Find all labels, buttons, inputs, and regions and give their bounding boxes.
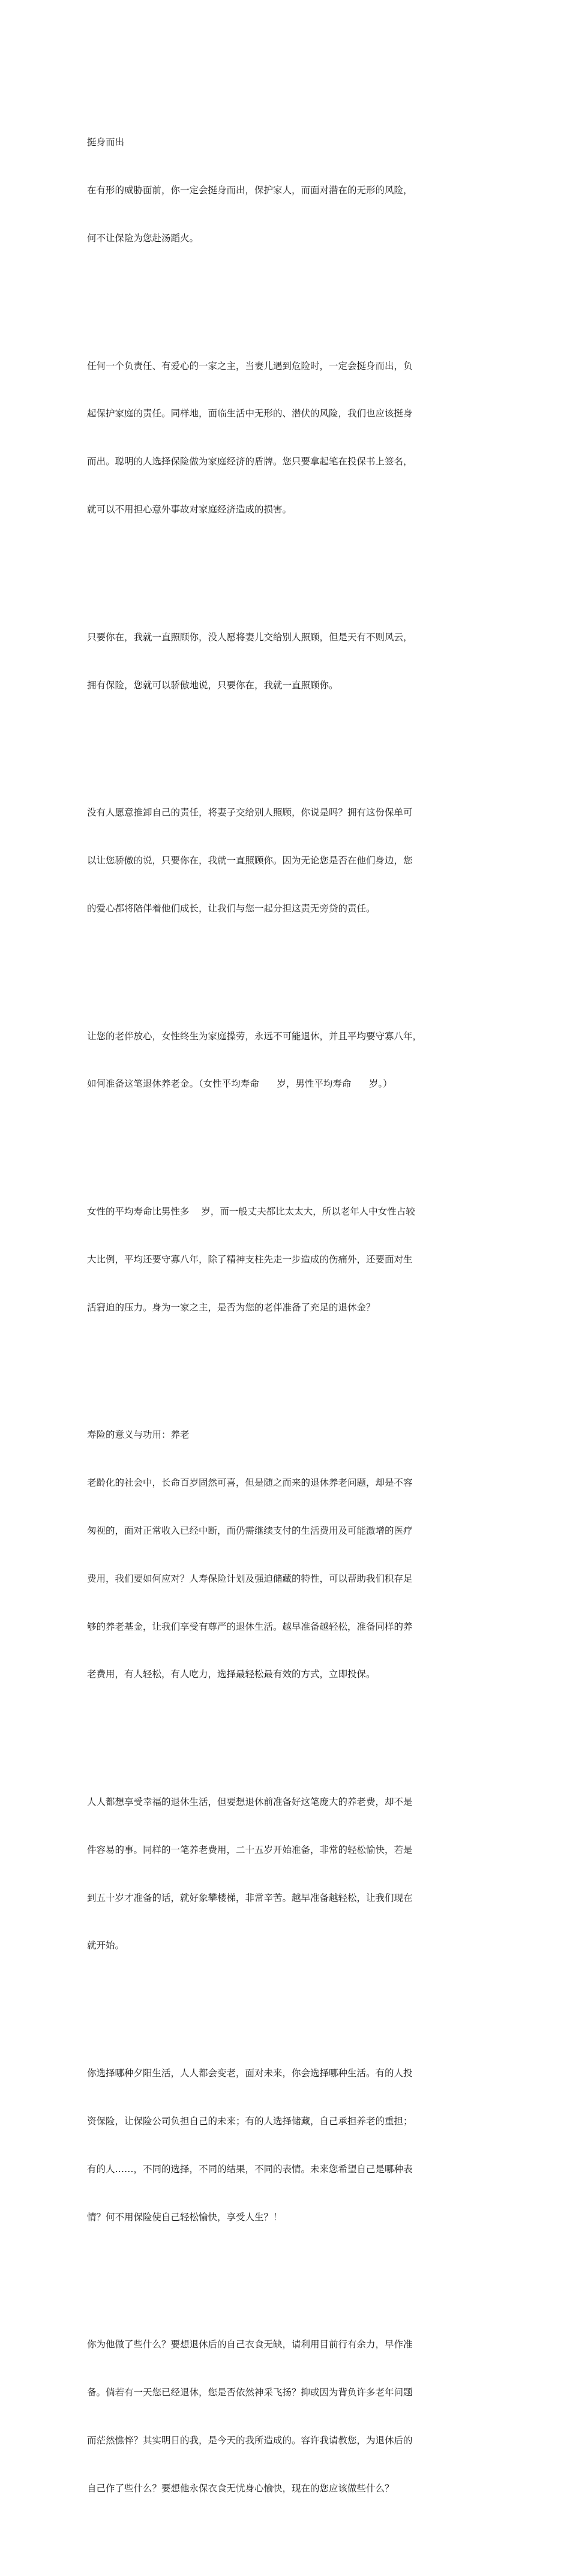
document-body	[87, 71, 486, 2576]
text-line: 件容易的事。同样的一笔养老费用，二十五岁开始准备，非常的轻松愉快，若是	[87, 1844, 413, 1855]
paragraph-10	[87, 2305, 486, 2528]
paragraph-5	[87, 996, 486, 1124]
paragraph-4	[87, 773, 486, 949]
paragraph-8	[87, 1762, 486, 1986]
text-line: 老龄化的社会中，长命百岁固然可喜，但是随之而来的退休养老问题，却是不容	[87, 1477, 413, 1489]
text-line: 老费用，有人轻松，有人吃力，选择最轻松最有效的方式，立即投保。	[87, 1669, 376, 1680]
text-line: 起保护家庭的责任。同样地，面临生活中无形的、潜伏的风险，我们也应该挺身	[87, 408, 413, 419]
text-line: 没有人愿意推卸自己的责任，将妻子交给别人照顾，你说是吗？拥有这份保单可	[87, 807, 413, 818]
text-line: 人人都想享受幸福的退休生活，但要想退休前准备好这笔庞大的养老费，却不是	[87, 1797, 413, 1808]
paragraph-3	[87, 598, 486, 725]
text-line: 到五十岁才准备的话，就好象攀楼梯，非常辛苦。越早准备越轻松，让我们现在	[87, 1892, 413, 1903]
text-line: 自己作了些什么？要想他永保衣食无忧身心愉快，现在的您应该做些什么？	[87, 2482, 394, 2494]
text-line: 情？何不用保险使自己轻松愉快，享受人生？！	[87, 2211, 283, 2223]
paragraph-7	[87, 1395, 486, 1714]
text-line: 而出。聪明的人选择保险做为家庭经济的盾牌。您只要拿起笔在投保书上签名，	[87, 456, 413, 467]
text-line: 资保险，让保险公司负担自己的未来；有的人选择储藏，自己承担养老的重担；	[87, 2116, 413, 2127]
heading-stand-up: 挺身而出	[87, 137, 125, 148]
text-line: 就可以不用担心意外事故对家庭经济造成的损害。	[87, 504, 292, 515]
text-line: 你选择哪种夕阳生活，人人都会变老，面对未来，你会选择哪种生活。有的人投	[87, 2068, 413, 2079]
text-line: 在有形的威胁面前，你一定会挺身而出，保护家人，而面对潜在的无形的风险，	[87, 185, 413, 196]
text-line: 拥有保险，您就可以骄傲地说，只要你在，我就一直照顾你。	[87, 679, 338, 691]
text-line: 的爱心都将陪伴着他们成长，让我们与您一起分担这责无旁贷的责任。	[87, 902, 376, 914]
text-line: 而茫然憔悴？其实明日的我，是今天的我所造成的。容许我请教您，为退休后的	[87, 2434, 413, 2446]
text-line: 何不让保险为您赴汤蹈火。	[87, 232, 199, 244]
paragraph-9	[87, 2034, 486, 2257]
text-line: 活窘迫的压力。身为一家之主，是否为您的老伴准备了充足的退休金？	[87, 1302, 376, 1313]
paragraph-1	[87, 103, 486, 278]
text-line: 只要你在，我就一直照顾你，没人愿将妻儿交给别人照顾，但是天有不则风云，	[87, 631, 413, 643]
text-line: 如何准备这笔退休养老金。（女性平均寿命 岁，男性平均寿命 岁。）	[87, 1078, 392, 1090]
paragraph-6	[87, 1172, 486, 1348]
text-line: 有的人……，不同的选择，不同的结果，不同的表情。未来您希望自己是哪种表	[87, 2163, 413, 2175]
text-line: 匆视的，面对正常收入已经中断，而仍需继续支付的生活费用及可能激增的医疗	[87, 1525, 413, 1537]
text-line: 让您的老伴放心，女性终生为家庭操劳，永远不可能退休，并且平均要守寡八年，	[87, 1030, 422, 1042]
heading-life-insurance: 寿险的意义与功用：养老	[87, 1429, 190, 1441]
text-line: 够的养老基金，让我们享受有尊严的退休生活。越早准备越轻松，准备同样的养	[87, 1621, 413, 1632]
text-line: 以让您骄傲的说，只要你在，我就一直照顾你。因为无论您是否在他们身边，您	[87, 855, 413, 866]
text-line: 你为他做了些什么？要想退休后的自己衣食无缺，请利用目前行有余力，早作准	[87, 2339, 413, 2350]
text-line: 就开始。	[87, 1940, 125, 1951]
text-line: 备。倘若有一天您已经退休，您是否依然神采飞扬？抑或因为背负许多老年问题	[87, 2387, 413, 2398]
text-line: 大比例，平均还要守寡八年，除了精神支柱先走一步造成的伤痛外，还要面对生	[87, 1253, 413, 1265]
text-line: 任何一个负责任、有爱心的一家之主，当妻儿遇到危险时，一定会挺身而出，负	[87, 360, 413, 371]
text-line: 女性的平均寿命比男性多 岁，而一般丈夫都比太太大，所以老年人中女性占较	[87, 1206, 415, 1217]
text-line: 费用，我们要如何应对？人寿保险计划及强迫储藏的特性，可以帮助我们积存足	[87, 1573, 413, 1584]
paragraph-2	[87, 326, 486, 550]
